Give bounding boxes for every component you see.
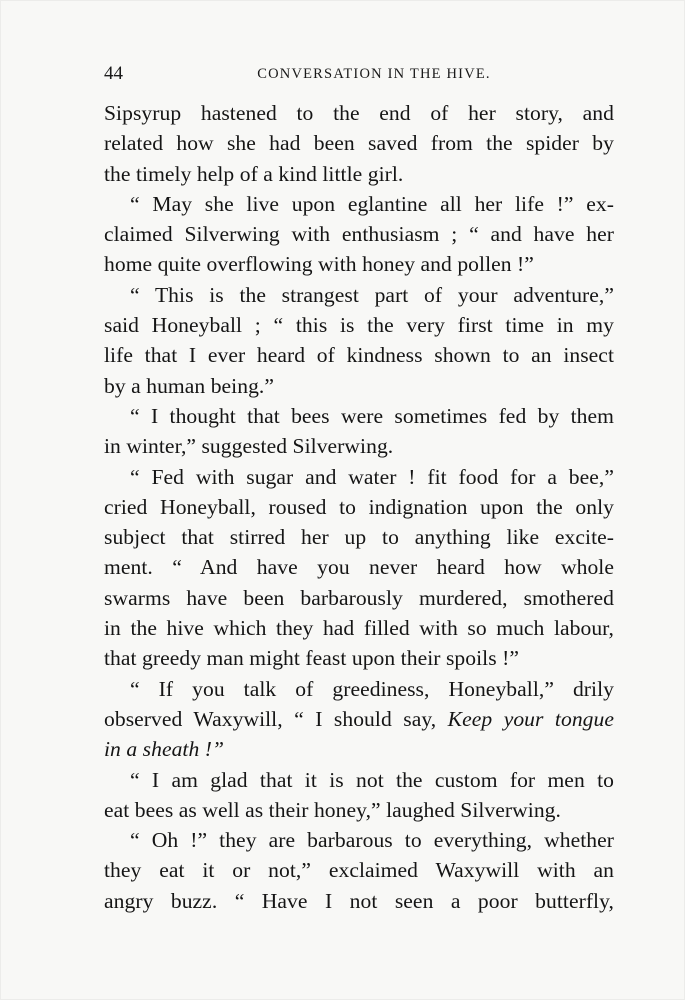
text-line: in winter,” suggested Silverwing. [104,434,394,459]
text-line: ment. “ And have you never heard how whole [104,555,614,580]
text-line-segment: observed Waxywill, “ I should say, [104,706,437,731]
text-line: eat bees as well as their honey,” laughed Silverwing. [104,797,561,822]
text-line: “ This is the strangest part of your adventure,” [130,282,614,307]
text-line: by a human being.” [104,373,275,398]
text-line: subject that stirred her up to anything like excite- [104,525,614,550]
text-line: cried Honeyball, roused to indignation upon the only [104,494,614,519]
running-header [104,62,614,86]
text-line: “ Fed with sugar and water ! fit food for a bee,” [130,464,614,489]
text-line-segment-italic: Keep your tongue [447,706,614,731]
text-line: Sipsyrup hastened to the end of her story, and [104,101,614,125]
text-line: life that I ever heard of kindness shown to an insect [104,343,614,368]
text-line: they eat it or not,” exclaimed Waxywill with an [104,858,614,883]
running-title: CONVERSATION IN THE HIVE. [257,66,491,82]
text-line: “ I am glad that it is not the custom for men to [130,767,614,792]
text-line [104,704,614,734]
text-line: angry buzz. “ Have I not seen a poor butterfly, [104,888,614,913]
text-line: “ May she live upon eglantine all her life !” ex- [130,191,614,216]
text-line: that greedy man might feast upon their spoils !” [104,646,519,671]
text-line: swarms have been barbarously murdered, smothered [104,585,614,610]
text-line: “ I thought that bees were sometimes fed by them [130,403,614,428]
text-line: claimed Silverwing with enthusiasm ; “ and have her [104,222,614,247]
text-line: said Honeyball ; “ this is the very first time in my [104,313,614,338]
page-number: 44 [104,63,123,84]
text-line: in a sheath !” [104,737,225,762]
text-line: “ If you talk of greediness, Honeyball,” drily [130,676,614,701]
text-line: in the hive which they had filled with so much labour, [104,616,614,641]
page-text [104,98,614,916]
text-line: “ Oh !” they are barbarous to everything, whether [130,828,614,853]
text-line: the timely help of a kind little girl. [104,161,404,186]
text-line: related how she had been saved from the spider by [104,131,614,156]
text-line: home quite overflowing with honey and pollen !” [104,252,534,277]
